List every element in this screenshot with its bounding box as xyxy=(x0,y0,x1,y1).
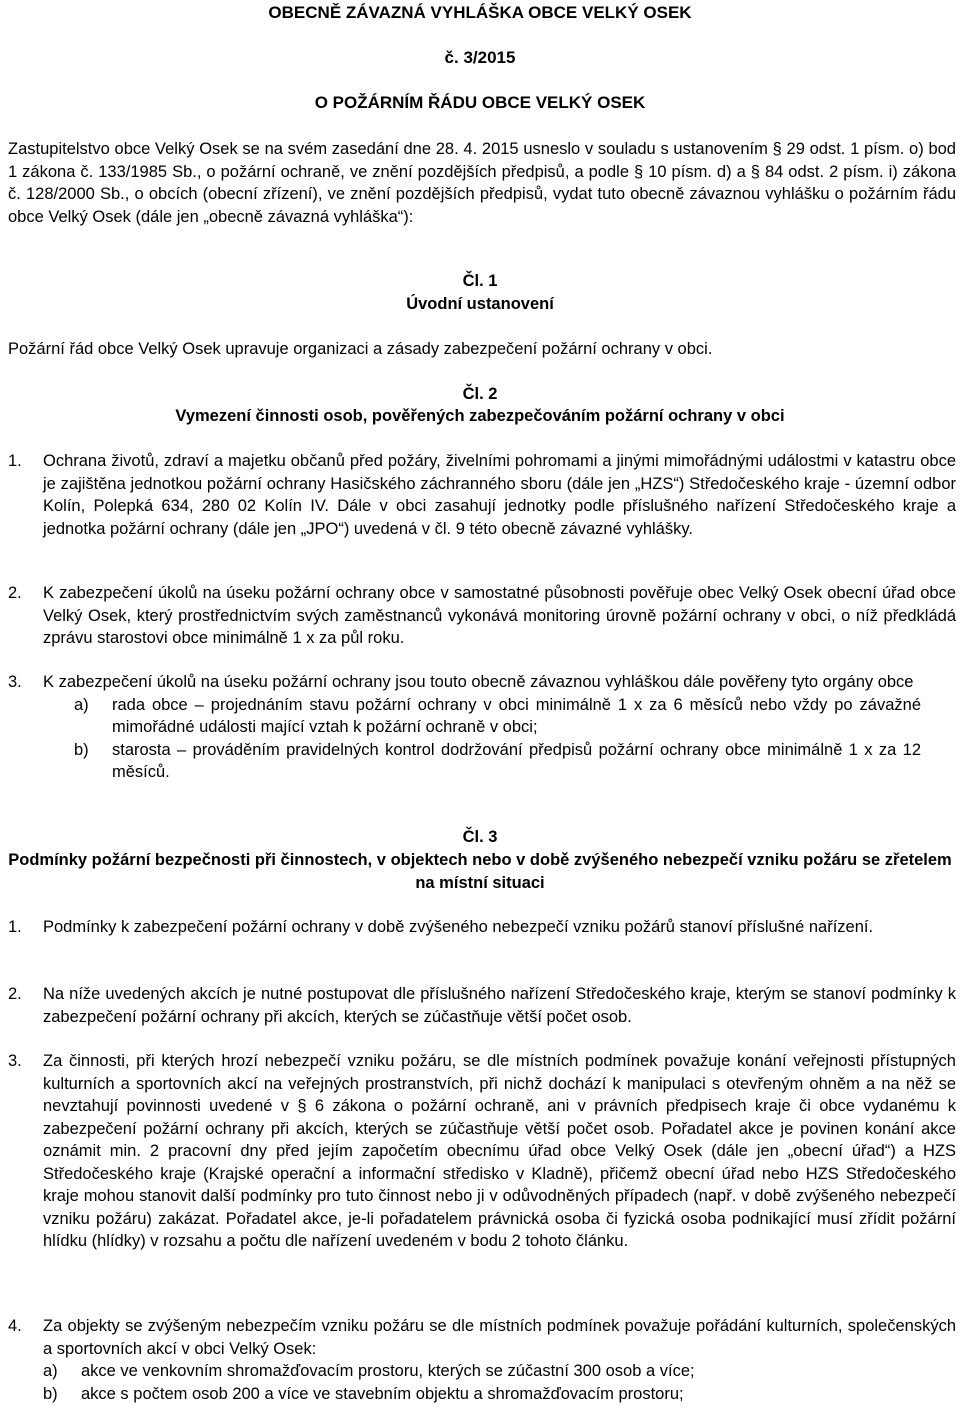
article-2-number: Čl. 2 xyxy=(462,385,498,403)
article-3-heading: Podmínky požární bezpečnosti při činnostech, v objektech nebo v době zvýšeného nebezpečí vzniku požáru se zřetelem na místní situaci xyxy=(8,851,952,892)
subitem-label: b) xyxy=(74,740,89,759)
item-text: K zabezpečení úkolů na úseku požární ochrany obce v samostatné působnosti pověřuje obec Velký Osek obecní úřad obce Velký Osek, který prostřednictvím svých zaměstnanců vykonává monitoring úrovně požární ochrany v obci, o níž předkládá zprávu starostovi obce minimálně 1 x za půl roku. xyxy=(43,584,956,647)
subitem-text: rada obce – projednáním stavu požární ochrany v obci minimálně 1 x za 6 měsíců nebo vždy po závažné mimořádné události mající vztah k požární ochraně v obci; xyxy=(112,695,921,736)
item-text: K zabezpečení úkolů na úseku požární ochrany jsou touto obecně závaznou vyhláškou dále pověřeny tyto orgány obce xyxy=(43,673,914,691)
item-text: Ochrana životů, zdraví a majetku občanů před požáry, živelními pohromami a jinými mimořádnými událostmi v katastru obce je zajištěna jednotkou požární ochrany Hasičského záchranného sboru (dále jen „HZS“) Středočeského kraje - územní odbor Kolín, Polepká 634, 280 02 Kolín IV. Dále v obci zasahují jednotky podle příslušného nařízení Středočeského kraje a jednotka požární ochrany (dále jen „JPO“) uvedená v čl. 9 této obecně závazné vyhlášky. xyxy=(43,452,956,538)
item-number: 2. xyxy=(8,584,22,602)
article-2-item-2 xyxy=(8,582,956,650)
article-3-subitem-b xyxy=(43,1383,921,1406)
article-3-item-2 xyxy=(8,983,956,1028)
item-text: Na níže uvedených akcích je nutné postupovat dle příslušného nařízení Středočeského kraje, kterým se stanoví podmínky k zabezpečení požární ochrany při akcích, kterých se zúčastňuje větší počet osob. xyxy=(43,985,956,1026)
item-text: Podmínky k zabezpečení požární ochrany v době zvýšeného nebezpečí vzniku požárů stanoví příslušné nařízení. xyxy=(43,918,874,936)
article-2-subitem-a xyxy=(74,694,921,739)
article-1-heading: Úvodní ustanovení xyxy=(406,295,554,313)
subitem-text: akce ve venkovním shromažďovacím prostoru, kterých se zúčastní 300 osob a více; xyxy=(81,1362,695,1380)
article-2-subitem-b xyxy=(74,739,921,784)
article-1-number: Čl. 1 xyxy=(462,272,498,290)
item-number: 3. xyxy=(8,673,22,691)
article-3-item-3 xyxy=(8,1050,956,1253)
item-number: 3. xyxy=(8,1052,22,1070)
item-text: Za činnosti, při kterých hrozí nebezpečí vzniku požáru, se dle místních podmínek považuje konání veřejnosti přístupných kulturních a sportovních akcí na veřejných prostranstvích, při nichž dochází k manipulaci s otevřeným ohněm a na něž se nevztahují povinnosti uvedené v § 6 zákona o požární ochraně, ani v právních předpisech kraje či obce vydanému k zabezpečení požární ochrany při akcích, kterých se zúčastňuje větší počet osob. Pořadatel akce je povinen konání akce oznámit min. 2 pracovní dny před jejím započetím obecnímu úřad obce Velký Osek (dále jen „obecní úřad“) a HZS Středočeského kraje (Krajské operační a informační středisko v Kladně), přičemž obecní úřad nebo HZS Středočeského kraje mohou stanovit další podmínky pro tuto činnost nebo ji v odůvodněných případech (např. v době zvýšeného nebezpečí vzniku požáru) zakázat. Pořadatel akce, je-li pořadatelem právnická osoba či fyzická osoba podnikající musí zřídit požární hlídku (hlídky) v rozsahu a počtu dle nařízení uvedeném v bodu 2 tohoto článku. xyxy=(43,1052,956,1250)
item-number: 4. xyxy=(8,1317,22,1335)
item-text: Za objekty se zvýšeným nebezpečím vzniku požáru se dle místních podmínek považuje pořádání kulturních, společenských a sportovních akcí v obci Velký Osek: xyxy=(43,1317,956,1358)
document-title: OBECNĚ ZÁVAZNÁ VYHLÁŠKA OBCE VELKÝ OSEK xyxy=(268,3,692,22)
article-3-item-4 xyxy=(8,1315,956,1405)
subitem-text: akce s počtem osob 200 a více ve stavebním objektu a shromažďovacím prostoru; xyxy=(81,1384,684,1403)
subitem-text: starosta – prováděním pravidelných kontrol dodržování předpisů požární ochrany obce minimálně 1 x za 12 měsíců. xyxy=(112,740,921,781)
article-2-item-1 xyxy=(8,450,956,540)
preamble: Zastupitelstvo obce Velký Osek se na svém zasedání dne 28. 4. 2015 usneslo v souladu s ustanovením § 29 odst. 1 písm. o) bod 1 zákona č. 133/1985 Sb., o požární ochraně, ve znění pozdějších předpisů, a podle § 10 písm. d) a § 84 odst. 2 písm. i) zákona č. 128/2000 Sb., o obcích (obecní zřízení), ve znění pozdějších předpisů, vydat tuto obecně závaznou vyhlášku o požárním řádu obce Velký Osek (dále jen „obecně závazná vyhláška“): xyxy=(8,140,956,226)
article-1-text: Požární řád obce Velký Osek upravuje organizaci a zásady zabezpečení požární ochrany v obci. xyxy=(8,340,713,358)
document-number: č. 3/2015 xyxy=(444,48,516,67)
article-3-number: Čl. 3 xyxy=(462,828,498,846)
subitem-label: b) xyxy=(43,1384,58,1403)
article-3-item-1 xyxy=(8,916,956,939)
item-number: 1. xyxy=(8,918,22,936)
article-2-item-3 xyxy=(8,671,956,784)
article-3-subitem-a xyxy=(43,1360,921,1383)
item-number: 1. xyxy=(8,452,22,470)
subitem-label: a) xyxy=(43,1362,58,1380)
document-subtitle: O POŽÁRNÍM ŘÁDU OBCE VELKÝ OSEK xyxy=(314,93,646,112)
item-number: 2. xyxy=(8,985,22,1003)
subitem-label: a) xyxy=(74,695,89,714)
article-2-heading: Vymezení činnosti osob, pověřených zabezpečováním požární ochrany v obci xyxy=(175,407,785,425)
